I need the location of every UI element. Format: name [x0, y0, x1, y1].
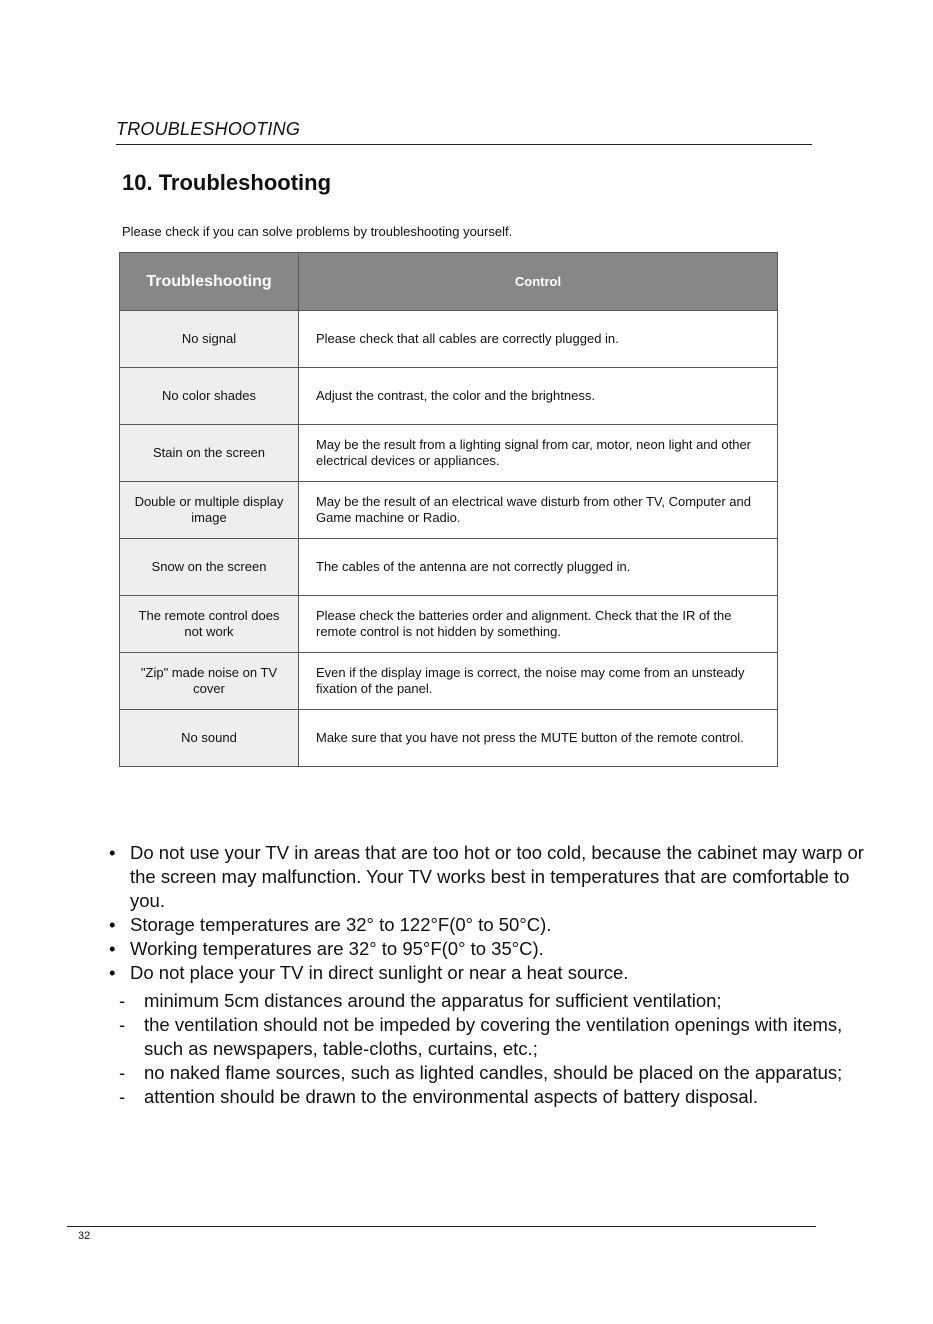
note-bullet: [108, 961, 868, 985]
problem-cell: Double or multiple display image: [120, 482, 299, 539]
note-bullet: [108, 913, 868, 937]
ventilation-text: the ventilation should not be impeded by covering the ventilation openings with items, such as newspapers, table-cloths, curtains, etc.;: [144, 1014, 843, 1059]
solution-cell: Please check that all cables are correctly plugged in.: [299, 311, 778, 368]
problem-cell: The remote control does not work: [120, 596, 299, 653]
problem-cell: No color shades: [120, 368, 299, 425]
dash-icon: -: [119, 1086, 126, 1107]
note-text: Do not use your TV in areas that are too hot or too cold, because the cabinet may warp or the screen may malfunction. Your TV works best in temperatures that are comfortable to you.: [130, 842, 864, 911]
dash-icon: -: [119, 1014, 126, 1035]
table-row: [120, 653, 778, 710]
safety-notes: [108, 841, 868, 1109]
bullet-icon: •: [109, 938, 116, 959]
header-divider: [116, 144, 812, 145]
page-title: 10. Troubleshooting: [122, 170, 332, 195]
table-row: [120, 710, 778, 767]
dash-icon: -: [119, 990, 126, 1011]
table-row: [120, 425, 778, 482]
bullet-icon: •: [109, 962, 116, 983]
ventilation-text: no naked flame sources, such as lighted candles, should be placed on the apparatus;: [144, 1062, 843, 1083]
ventilation-item: [119, 1085, 868, 1109]
dash-icon: -: [119, 1062, 126, 1083]
table-row: [120, 368, 778, 425]
solution-cell: May be the result from a lighting signal from car, motor, neon light and other electrical devices or appliances.: [299, 425, 778, 482]
note-text: Working temperatures are 32° to 95°F(0° to 35°C).: [130, 938, 544, 959]
table-row: [120, 311, 778, 368]
table-row: [120, 596, 778, 653]
ventilation-text: minimum 5cm distances around the apparatus for sufficient ventilation;: [144, 990, 722, 1011]
note-bullet: [108, 937, 868, 961]
problem-cell: Snow on the screen: [120, 539, 299, 596]
page-number: 32: [78, 1230, 91, 1242]
footer-divider: [67, 1226, 816, 1227]
solution-cell: Adjust the contrast, the color and the brightness.: [299, 368, 778, 425]
table-row: [120, 539, 778, 596]
solution-cell: May be the result of an electrical wave disturb from other TV, Computer and Game machine or Radio.: [299, 482, 778, 539]
solution-cell: Please check the batteries order and alignment. Check that the IR of the remote control is not hidden by something.: [299, 596, 778, 653]
table-row: [120, 482, 778, 539]
ventilation-item: [119, 1013, 868, 1061]
table-header-row: [120, 253, 778, 311]
header-control: Control: [299, 253, 778, 311]
bullet-icon: •: [109, 842, 116, 863]
ventilation-text: attention should be drawn to the environmental aspects of battery disposal.: [144, 1086, 758, 1107]
problem-cell: "Zip" made noise on TV cover: [120, 653, 299, 710]
bullet-icon: •: [109, 914, 116, 935]
note-bullet: [108, 841, 868, 913]
header-troubleshooting: Troubleshooting: [120, 253, 299, 311]
ventilation-item: [119, 1061, 868, 1085]
solution-cell: Make sure that you have not press the MUTE button of the remote control.: [299, 710, 778, 767]
note-text: Do not place your TV in direct sunlight or near a heat source.: [130, 962, 629, 983]
troubleshooting-table: [119, 252, 778, 767]
ventilation-item: [119, 989, 868, 1013]
section-header: TROUBLESHOOTING: [116, 119, 301, 139]
intro-text: Please check if you can solve problems by troubleshooting yourself.: [122, 224, 513, 239]
note-text: Storage temperatures are 32° to 122°F(0° to 50°C).: [130, 914, 552, 935]
problem-cell: No sound: [120, 710, 299, 767]
solution-cell: Even if the display image is correct, the noise may come from an unsteady fixation of the panel.: [299, 653, 778, 710]
problem-cell: No signal: [120, 311, 299, 368]
solution-cell: The cables of the antenna are not correctly plugged in.: [299, 539, 778, 596]
problem-cell: Stain on the screen: [120, 425, 299, 482]
